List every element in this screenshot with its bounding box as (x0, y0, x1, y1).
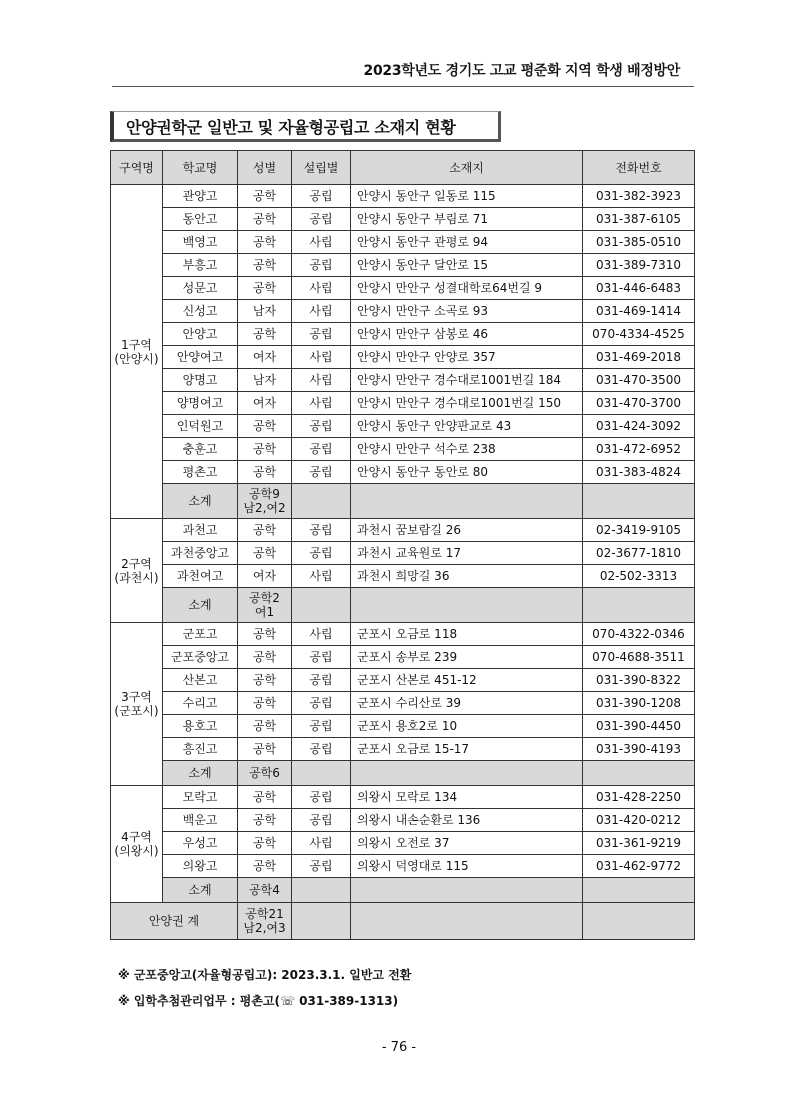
address-cell: 군포시 오금로 118 (351, 623, 583, 646)
gender-cell: 공학 (238, 519, 292, 542)
school-name-cell: 흥진고 (163, 738, 238, 761)
gender-cell: 공학 (238, 277, 292, 300)
empty-cell (583, 588, 695, 623)
cell-line: 공학21 (245, 907, 284, 921)
total-row (111, 903, 695, 940)
founding-type-cell: 사립 (292, 392, 351, 415)
address-cell: 의왕시 모락로 134 (351, 786, 583, 809)
school-name-cell: 백영고 (163, 231, 238, 254)
gender-cell: 공학 (238, 231, 292, 254)
region-name-cell (111, 519, 163, 623)
founding-type-cell: 사립 (292, 300, 351, 323)
school-location-table (110, 150, 695, 940)
founding-type-cell: 공립 (292, 208, 351, 231)
cell-line: (과천시) (114, 570, 159, 585)
total-label-cell: 안양권 계 (111, 903, 238, 940)
school-name-cell: 부흥고 (163, 254, 238, 277)
table-row (111, 208, 695, 231)
address-cell: 군포시 수리산로 39 (351, 692, 583, 715)
address-cell: 군포시 송부로 239 (351, 646, 583, 669)
school-name-cell: 모락고 (163, 786, 238, 809)
column-header: 소재지 (351, 151, 583, 185)
phone-cell: 070-4334-4525 (583, 323, 695, 346)
address-cell: 안양시 만안구 성결대학로64번길 9 (351, 277, 583, 300)
empty-cell (583, 484, 695, 519)
phone-cell: 031-390-4193 (583, 738, 695, 761)
school-name-cell: 과천고 (163, 519, 238, 542)
footnote: ※ 군포중앙고(자율형공립고): 2023.3.1. 일반고 전환 (118, 968, 412, 982)
table-row (111, 438, 695, 461)
gender-cell: 남자 (238, 300, 292, 323)
footnotes (118, 966, 411, 1018)
empty-cell (351, 878, 583, 903)
school-name-cell: 관양고 (163, 185, 238, 208)
empty-cell (351, 903, 583, 940)
founding-type-cell: 공립 (292, 669, 351, 692)
school-name-cell: 신성고 (163, 300, 238, 323)
page-number: - 76 - (381, 1040, 417, 1055)
founding-type-cell: 사립 (292, 346, 351, 369)
cell-line: 3구역 (121, 690, 152, 704)
section-heading-box (110, 111, 501, 142)
founding-type-cell: 사립 (292, 277, 351, 300)
gender-cell: 공학 (238, 646, 292, 669)
total-gender-cell (238, 903, 292, 940)
table-row (111, 692, 695, 715)
school-name-cell: 우성고 (163, 832, 238, 855)
founding-type-cell: 사립 (292, 231, 351, 254)
empty-cell (583, 761, 695, 786)
phone-cell: 031-389-7310 (583, 254, 695, 277)
founding-type-cell: 공립 (292, 438, 351, 461)
table-row (111, 300, 695, 323)
cell-line: (안양시) (114, 351, 159, 366)
empty-cell (292, 484, 351, 519)
empty-cell (351, 588, 583, 623)
school-name-cell: 안양고 (163, 323, 238, 346)
table-row (111, 646, 695, 669)
address-cell: 안양시 만안구 안양로 357 (351, 346, 583, 369)
document-header-title: 2023학년도 경기도 고교 평준화 지역 학생 배정방안 (363, 63, 680, 79)
school-name-cell: 평촌고 (163, 461, 238, 484)
phone-cell: 031-446-6483 (583, 277, 695, 300)
column-header: 설립별 (292, 151, 351, 185)
phone-cell: 02-3419-9105 (583, 519, 695, 542)
gender-cell: 공학 (238, 208, 292, 231)
address-cell: 안양시 만안구 경수대로1001번길 150 (351, 392, 583, 415)
subtotal-label-cell: 소계 (163, 878, 238, 903)
founding-type-cell: 공립 (292, 809, 351, 832)
address-cell: 안양시 만안구 소곡로 93 (351, 300, 583, 323)
cell-line: 남2,여2 (243, 501, 286, 515)
founding-type-cell: 공립 (292, 254, 351, 277)
gender-cell: 공학 (238, 461, 292, 484)
gender-cell: 여자 (238, 392, 292, 415)
school-name-cell: 백운고 (163, 809, 238, 832)
empty-cell (292, 903, 351, 940)
gender-cell: 공학 (238, 786, 292, 809)
school-name-cell: 양명고 (163, 369, 238, 392)
column-header: 전화번호 (583, 151, 695, 185)
table-row (111, 623, 695, 646)
founding-type-cell: 공립 (292, 185, 351, 208)
empty-cell (583, 878, 695, 903)
address-cell: 안양시 동안구 달안로 15 (351, 254, 583, 277)
phone-cell: 031-428-2250 (583, 786, 695, 809)
subtotal-gender-cell (238, 588, 292, 623)
school-name-cell: 인덕원고 (163, 415, 238, 438)
phone-cell: 031-382-3923 (583, 185, 695, 208)
subtotal-gender-cell (238, 878, 292, 903)
address-cell: 의왕시 덕영대로 115 (351, 855, 583, 878)
address-cell: 안양시 동안구 부림로 71 (351, 208, 583, 231)
subtotal-gender-cell (238, 484, 292, 519)
gender-cell: 공학 (238, 715, 292, 738)
founding-type-cell: 사립 (292, 623, 351, 646)
address-cell: 군포시 용호2로 10 (351, 715, 583, 738)
founding-type-cell: 공립 (292, 461, 351, 484)
founding-type-cell: 공립 (292, 855, 351, 878)
gender-cell: 공학 (238, 855, 292, 878)
table-row (111, 519, 695, 542)
address-cell: 안양시 동안구 동안로 80 (351, 461, 583, 484)
region-name-cell (111, 623, 163, 786)
cell-line: (군포시) (114, 704, 159, 718)
phone-cell: 031-387-6105 (583, 208, 695, 231)
founding-type-cell: 공립 (292, 738, 351, 761)
phone-cell: 031-470-3700 (583, 392, 695, 415)
table-header-row (111, 151, 695, 185)
table-row (111, 254, 695, 277)
table-row (111, 715, 695, 738)
cell-line: 2구역 (121, 556, 152, 571)
subtotal-row (111, 878, 695, 903)
gender-cell: 공학 (238, 623, 292, 646)
empty-cell (583, 903, 695, 940)
gender-cell: 공학 (238, 738, 292, 761)
table-row (111, 231, 695, 254)
subtotal-gender-cell (238, 761, 292, 786)
empty-cell (292, 588, 351, 623)
school-name-cell: 안양여고 (163, 346, 238, 369)
cell-line: 4구역 (121, 830, 152, 844)
school-name-cell: 양명여고 (163, 392, 238, 415)
address-cell: 의왕시 내손순환로 136 (351, 809, 583, 832)
address-cell: 군포시 산본로 451-12 (351, 669, 583, 692)
gender-cell: 공학 (238, 254, 292, 277)
school-name-cell: 과천중앙고 (163, 542, 238, 565)
table-row (111, 809, 695, 832)
founding-type-cell: 공립 (292, 715, 351, 738)
phone-cell: 031-390-8322 (583, 669, 695, 692)
founding-type-cell: 공립 (292, 646, 351, 669)
gender-cell: 여자 (238, 565, 292, 588)
subtotal-row (111, 761, 695, 786)
table-row (111, 369, 695, 392)
address-cell: 과천시 교육원로 17 (351, 542, 583, 565)
address-cell: 안양시 만안구 경수대로1001번길 184 (351, 369, 583, 392)
table-row (111, 669, 695, 692)
table-row (111, 415, 695, 438)
empty-cell (292, 761, 351, 786)
table-row (111, 346, 695, 369)
founding-type-cell: 공립 (292, 692, 351, 715)
school-name-cell: 산본고 (163, 669, 238, 692)
phone-cell: 031-383-4824 (583, 461, 695, 484)
phone-cell: 031-420-0212 (583, 809, 695, 832)
founding-type-cell: 공립 (292, 519, 351, 542)
subtotal-row (111, 484, 695, 519)
founding-type-cell: 공립 (292, 542, 351, 565)
table-row (111, 277, 695, 300)
address-cell: 과천시 희망길 36 (351, 565, 583, 588)
footnote: ※ 입학추첨관리업무 : 평촌고(☏ 031-389-1313) (118, 994, 399, 1008)
phone-cell: 031-424-3092 (583, 415, 695, 438)
address-cell: 안양시 만안구 석수로 238 (351, 438, 583, 461)
empty-cell (292, 878, 351, 903)
table-row (111, 832, 695, 855)
gender-cell: 여자 (238, 346, 292, 369)
gender-cell: 공학 (238, 809, 292, 832)
phone-cell: 070-4322-0346 (583, 623, 695, 646)
gender-cell: 공학 (238, 669, 292, 692)
gender-cell: 공학 (238, 415, 292, 438)
phone-cell: 02-3677-1810 (583, 542, 695, 565)
gender-cell: 공학 (238, 438, 292, 461)
phone-cell: 02-502-3313 (583, 565, 695, 588)
section-title: 안양권학군 일반고 및 자율형공립고 소재지 현황 (126, 118, 456, 137)
subtotal-row (111, 588, 695, 623)
school-name-cell: 의왕고 (163, 855, 238, 878)
subtotal-label-cell: 소계 (163, 588, 238, 623)
school-name-cell: 군포중앙고 (163, 646, 238, 669)
school-name-cell: 동안고 (163, 208, 238, 231)
table-row (111, 738, 695, 761)
phone-cell: 031-390-1208 (583, 692, 695, 715)
founding-type-cell: 공립 (292, 415, 351, 438)
table-row (111, 323, 695, 346)
address-cell: 안양시 동안구 관평로 94 (351, 231, 583, 254)
cell-line: 여1 (254, 605, 275, 619)
region-name-cell (111, 185, 163, 519)
school-name-cell: 과천여고 (163, 565, 238, 588)
column-header: 학교명 (163, 151, 238, 185)
gender-cell: 공학 (238, 692, 292, 715)
founding-type-cell: 사립 (292, 565, 351, 588)
table-row (111, 786, 695, 809)
gender-cell: 공학 (238, 185, 292, 208)
phone-cell: 031-470-3500 (583, 369, 695, 392)
gender-cell: 공학 (238, 542, 292, 565)
subtotal-label-cell: 소계 (163, 484, 238, 519)
table-row (111, 542, 695, 565)
phone-cell: 031-472-6952 (583, 438, 695, 461)
cell-line: (의왕시) (114, 844, 159, 858)
founding-type-cell: 사립 (292, 369, 351, 392)
school-name-cell: 용호고 (163, 715, 238, 738)
cell-line: 공학2 (249, 591, 280, 605)
gender-cell: 남자 (238, 369, 292, 392)
cell-line: 1구역 (121, 337, 152, 352)
subtotal-label-cell: 소계 (163, 761, 238, 786)
school-name-cell: 충훈고 (163, 438, 238, 461)
school-name-cell: 성문고 (163, 277, 238, 300)
table-row (111, 855, 695, 878)
table-row (111, 565, 695, 588)
header-divider (112, 86, 694, 87)
gender-cell: 공학 (238, 323, 292, 346)
phone-cell: 031-469-2018 (583, 346, 695, 369)
cell-line: 남2,여3 (243, 921, 286, 935)
cell-line: 공학4 (249, 883, 280, 897)
founding-type-cell: 공립 (292, 786, 351, 809)
address-cell: 안양시 만안구 삼봉로 46 (351, 323, 583, 346)
founding-type-cell: 사립 (292, 832, 351, 855)
founding-type-cell: 공립 (292, 323, 351, 346)
empty-cell (351, 484, 583, 519)
phone-cell: 031-361-9219 (583, 832, 695, 855)
table-row (111, 461, 695, 484)
school-name-cell: 수리고 (163, 692, 238, 715)
phone-cell: 031-390-4450 (583, 715, 695, 738)
gender-cell: 공학 (238, 832, 292, 855)
table-row (111, 185, 695, 208)
phone-cell: 031-385-0510 (583, 231, 695, 254)
address-cell: 안양시 동안구 안양판교로 43 (351, 415, 583, 438)
address-cell: 군포시 오금로 15-17 (351, 738, 583, 761)
address-cell: 의왕시 오전로 37 (351, 832, 583, 855)
region-name-cell (111, 786, 163, 903)
cell-line: 공학6 (249, 766, 280, 780)
column-header: 성별 (238, 151, 292, 185)
phone-cell: 070-4688-3511 (583, 646, 695, 669)
phone-cell: 031-469-1414 (583, 300, 695, 323)
cell-line: 공학9 (249, 487, 280, 501)
column-header: 구역명 (111, 151, 163, 185)
school-name-cell: 군포고 (163, 623, 238, 646)
empty-cell (351, 761, 583, 786)
address-cell: 과천시 꿈보람길 26 (351, 519, 583, 542)
phone-cell: 031-462-9772 (583, 855, 695, 878)
address-cell: 안양시 동안구 일동로 115 (351, 185, 583, 208)
table-row (111, 392, 695, 415)
